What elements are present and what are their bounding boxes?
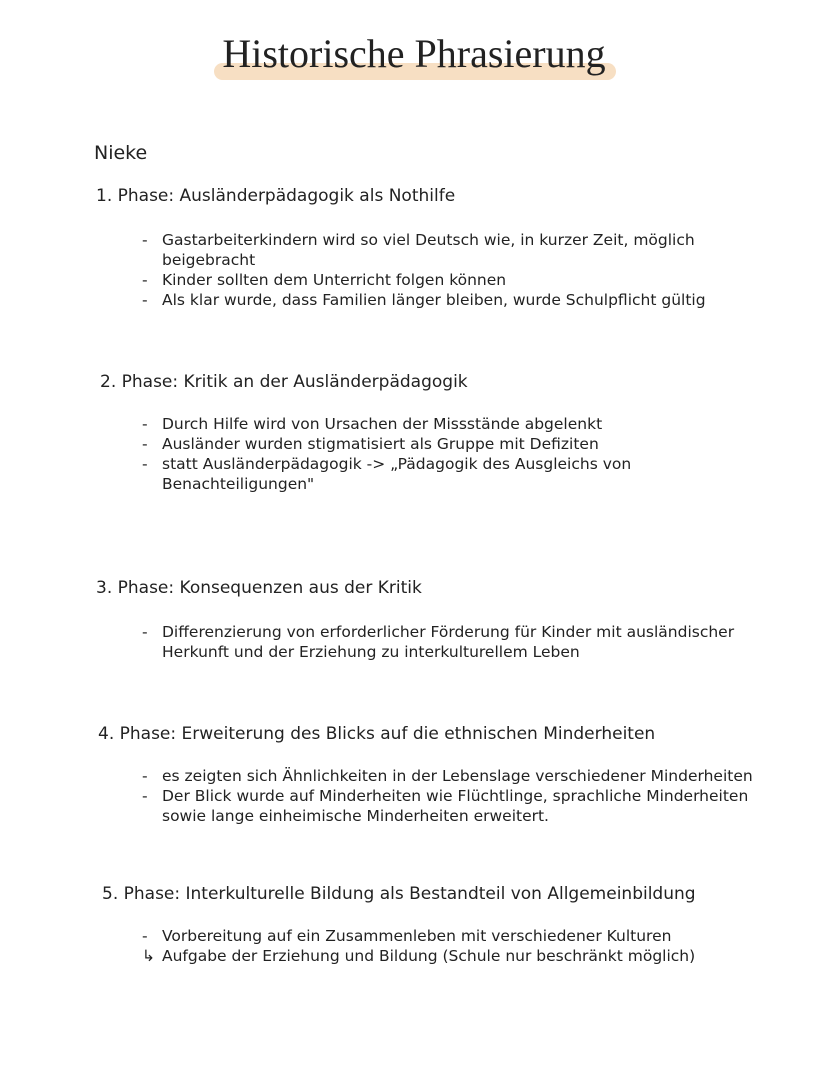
list-item: [142, 946, 782, 966]
bullet-marker: -: [142, 435, 148, 453]
list-item: [142, 926, 782, 946]
bullet-text: es zeigten sich Ähnlichkeiten in der Lebenslage verschiedener Minderheiten: [162, 767, 753, 785]
list-item: [142, 766, 782, 786]
list-item: [142, 290, 782, 310]
bullet-text: Vorbereitung auf ein Zusammenleben mit verschiedener Kulturen: [162, 927, 672, 945]
arrow-return-icon: ↳: [142, 947, 155, 965]
list-item: [142, 414, 782, 434]
bullet-marker: -: [142, 231, 148, 249]
bullet-marker: -: [142, 767, 148, 785]
bullet-marker: -: [142, 291, 148, 309]
list-item: [142, 622, 782, 662]
bullet-text: Differenzierung von erforderlicher Förderung für Kinder mit ausländischer Herkunft und der Erziehung zu interkulturellem Leben: [162, 623, 735, 661]
bullet-marker: -: [142, 415, 148, 433]
phase-5-bullets: [142, 926, 782, 966]
bullet-text: Kinder sollten dem Unterricht folgen können: [162, 271, 507, 289]
phase-4-bullets: [142, 766, 782, 826]
phase-5-title: 5. Phase: Interkulturelle Bildung als Bestandteil von Allgemeinbildung: [102, 884, 696, 904]
bullet-marker: -: [142, 927, 148, 945]
phase-2-bullets: [142, 414, 782, 494]
bullet-marker: -: [142, 623, 148, 641]
bullet-marker: -: [142, 271, 148, 289]
bullet-text: Ausländer wurden stigmatisiert als Gruppe mit Defiziten: [162, 435, 599, 453]
page-title: Historische Phrasierung: [216, 28, 611, 80]
bullet-text: statt Ausländerpädagogik -> „Pädagogik des Ausgleichs von Benachteiligungen": [162, 455, 632, 493]
bullet-marker: -: [142, 787, 148, 805]
phase-3-title: 3. Phase: Konsequenzen aus der Kritik: [96, 578, 422, 598]
bullet-text: Der Blick wurde auf Minderheiten wie Flüchtlinge, sprachliche Minderheiten sowie lange einheimische Minderheiten erweitert.: [162, 787, 749, 825]
title-wrap: [0, 28, 828, 80]
bullet-text: Durch Hilfe wird von Ursachen der Missstände abgelenkt: [162, 415, 603, 433]
author-heading: Nieke: [94, 142, 148, 164]
phase-1-title: 1. Phase: Ausländerpädagogik als Nothilfe: [96, 186, 456, 206]
phase-4-title: 4. Phase: Erweiterung des Blicks auf die ethnischen Minderheiten: [98, 724, 656, 744]
bullet-text: Aufgabe der Erziehung und Bildung (Schule nur beschränkt möglich): [162, 947, 696, 965]
bullet-text: Gastarbeiterkindern wird so viel Deutsch wie, in kurzer Zeit, möglich beigebracht: [162, 231, 695, 269]
list-item: [142, 270, 782, 290]
phase-2-title: 2. Phase: Kritik an der Ausländerpädagogik: [100, 372, 468, 392]
list-item: [142, 230, 782, 270]
phase-3-bullets: [142, 622, 782, 662]
phase-1-bullets: [142, 230, 782, 310]
bullet-marker: -: [142, 455, 148, 473]
list-item: [142, 454, 782, 494]
list-item: [142, 786, 782, 826]
list-item: [142, 434, 782, 454]
bullet-text: Als klar wurde, dass Familien länger bleiben, wurde Schulpflicht gültig: [162, 291, 706, 309]
